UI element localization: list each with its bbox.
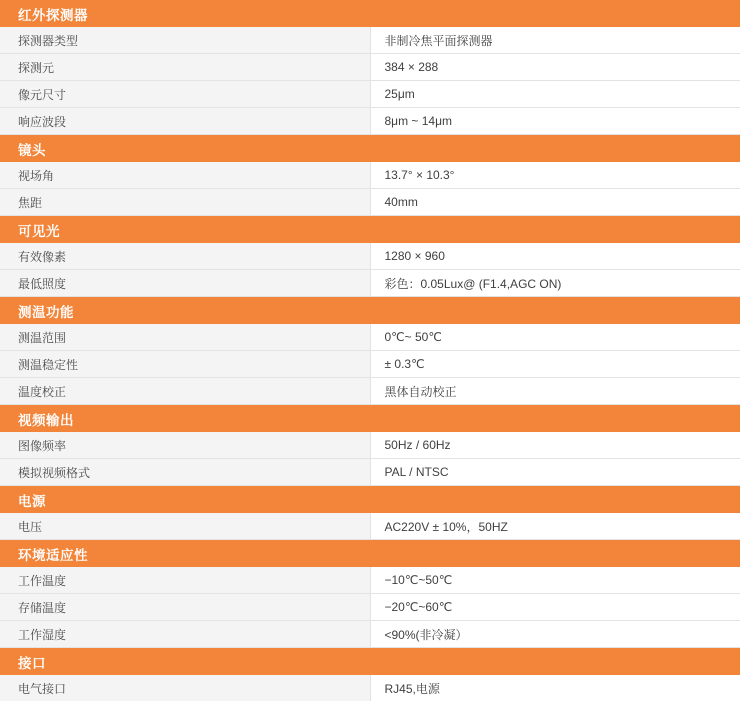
table-row: [0, 378, 740, 405]
table-row: [0, 621, 740, 648]
spec-value: 50Hz / 60Hz: [370, 432, 740, 459]
section-header-row: [0, 648, 740, 676]
spec-label: 有效像素: [0, 243, 370, 270]
section-title: 电源: [0, 486, 740, 514]
table-row: [0, 432, 740, 459]
table-row: [0, 324, 740, 351]
spec-value: 384 × 288: [370, 54, 740, 81]
table-row: [0, 594, 740, 621]
spec-value: 0℃~ 50℃: [370, 324, 740, 351]
spec-value: 8μm ~ 14μm: [370, 108, 740, 135]
section-header-row: [0, 486, 740, 514]
spec-label: 探测器类型: [0, 27, 370, 54]
spec-label: 工作湿度: [0, 621, 370, 648]
section-header-row: [0, 0, 740, 27]
section-title: 视频输出: [0, 405, 740, 433]
table-row: [0, 27, 740, 54]
section-header-row: [0, 405, 740, 433]
spec-label: 温度校正: [0, 378, 370, 405]
spec-value: 彩色：0.05Lux@ (F1.4,AGC ON): [370, 270, 740, 297]
table-row: [0, 81, 740, 108]
spec-value: 13.7° × 10.3°: [370, 162, 740, 189]
spec-label: 探测元: [0, 54, 370, 81]
section-header-row: [0, 135, 740, 163]
spec-label: 存储温度: [0, 594, 370, 621]
spec-label: 电气接口: [0, 675, 370, 701]
table-row: [0, 513, 740, 540]
table-row: [0, 270, 740, 297]
spec-label: 测温范围: [0, 324, 370, 351]
table-row: [0, 351, 740, 378]
section-header-row: [0, 297, 740, 325]
spec-label: 视场角: [0, 162, 370, 189]
spec-value: 1280 × 960: [370, 243, 740, 270]
spec-value: ± 0.3℃: [370, 351, 740, 378]
spec-value: −20℃~60℃: [370, 594, 740, 621]
spec-value: 黑体自动校正: [370, 378, 740, 405]
spec-label: 电压: [0, 513, 370, 540]
table-row: [0, 459, 740, 486]
table-row: [0, 243, 740, 270]
spec-label: 焦距: [0, 189, 370, 216]
table-row: [0, 189, 740, 216]
spec-value: RJ45,电源: [370, 675, 740, 701]
spec-label: 测温稳定性: [0, 351, 370, 378]
spec-label: 最低照度: [0, 270, 370, 297]
spec-value: 25μm: [370, 81, 740, 108]
spec-value: 40mm: [370, 189, 740, 216]
spec-value: PAL / NTSC: [370, 459, 740, 486]
table-row: [0, 162, 740, 189]
spec-value: <90%(非冷凝）: [370, 621, 740, 648]
section-header-row: [0, 216, 740, 244]
spec-value: −10℃~50℃: [370, 567, 740, 594]
section-title: 红外探测器: [0, 0, 740, 27]
section-header-row: [0, 540, 740, 568]
spec-label: 响应波段: [0, 108, 370, 135]
table-row: [0, 567, 740, 594]
section-title: 镜头: [0, 135, 740, 163]
table-row: [0, 108, 740, 135]
spec-value: AC220V ± 10%，50HZ: [370, 513, 740, 540]
spec-label: 工作温度: [0, 567, 370, 594]
spec-label: 模拟视频格式: [0, 459, 370, 486]
section-title: 测温功能: [0, 297, 740, 325]
section-title: 接口: [0, 648, 740, 676]
table-row: [0, 675, 740, 701]
spec-value: 非制冷焦平面探测器: [370, 27, 740, 54]
spec-label: 图像频率: [0, 432, 370, 459]
spec-label: 像元尺寸: [0, 81, 370, 108]
section-title: 可见光: [0, 216, 740, 244]
section-title: 环境适应性: [0, 540, 740, 568]
table-row: [0, 54, 740, 81]
